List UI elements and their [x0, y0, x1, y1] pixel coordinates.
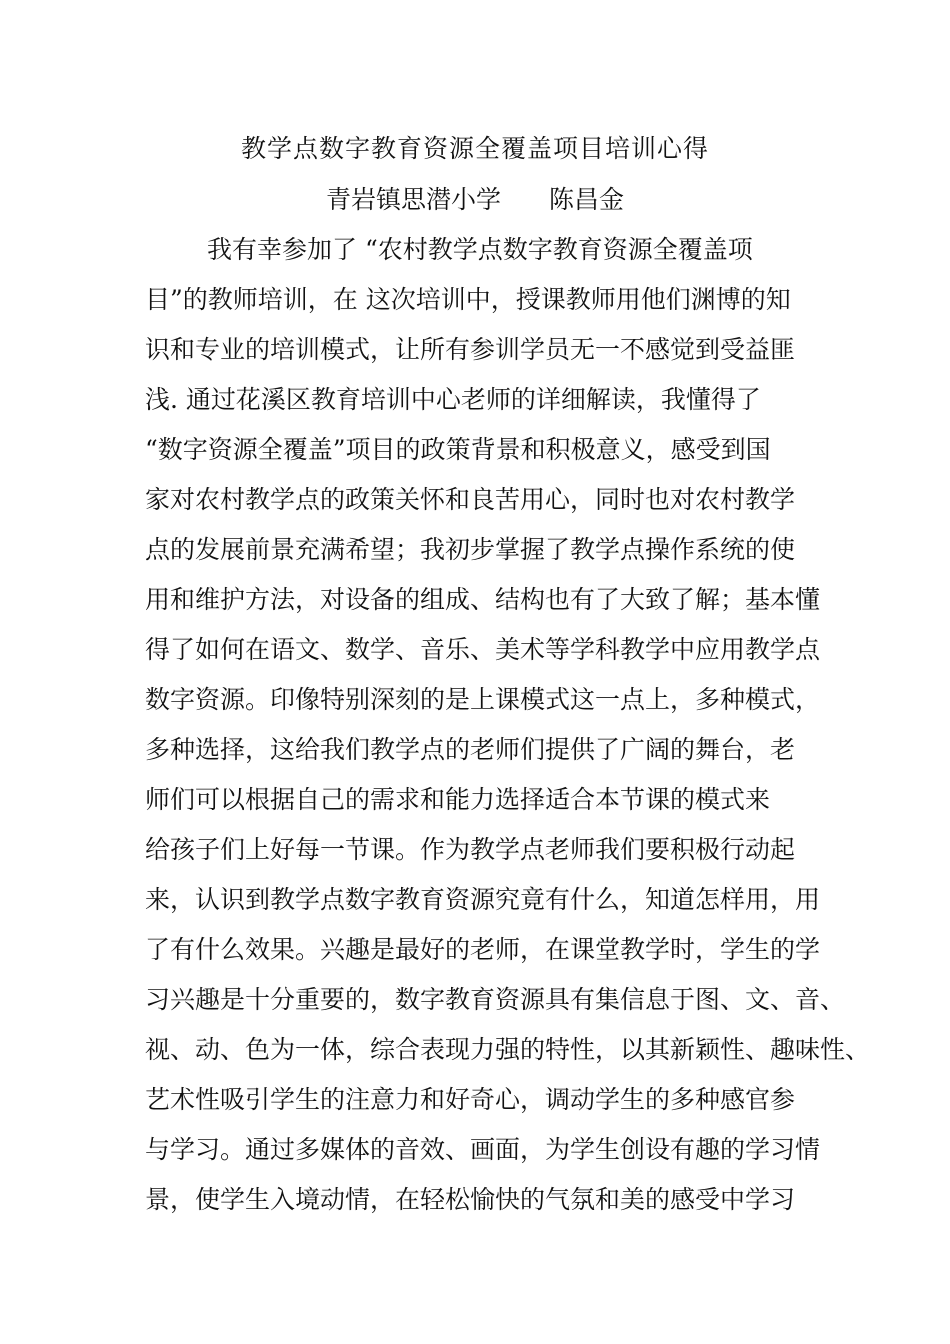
text-line: 师们可以根据自己的需求和能力选择适合本节课的模式来 — [145, 785, 771, 814]
text-line: 点的发展前景充满希望；我初步掌握了教学点操作系统的使 — [145, 535, 796, 564]
byline — [0, 183, 950, 217]
text-line: 艺术性吸引学生的注意力和好奇心，调动学生的多种感官参 — [145, 1085, 796, 1114]
text-line: 给孩子们上好每一节课。作为教学点老师我们要积极行动起 — [145, 835, 796, 864]
text-line: “数字资源全覆盖”项目的政策背景和积极意义，感受到国 — [145, 435, 771, 464]
author-name: 陈昌金 — [549, 185, 625, 214]
text-line: 浅. 通过花溪区教育培训中心老师的详细解读，我懂得了 — [145, 385, 761, 414]
text-line: 用和维护方法，对设备的组成、结构也有了大致了解；基本懂 — [145, 585, 821, 614]
text-line: 了有什么效果。兴趣是最好的老师，在课堂教学时，学生的学 — [145, 935, 821, 964]
text-line: 目”的教师培训，在 这次培训中，授课教师用他们渊博的知 — [145, 285, 791, 314]
text-line: 景，使学生入境动情，在轻松愉快的气氛和美的感受中学习 — [145, 1185, 796, 1214]
text-line: 习兴趣是十分重要的，数字教育资源具有集信息于图、文、音、 — [145, 985, 846, 1014]
text-line: 视、动、色为一体，综合表现力强的特性，以其新颖性、趣味性、 — [145, 1035, 871, 1064]
text-line: 来，认识到教学点数字教育资源究竟有什么，知道怎样用，用 — [145, 885, 821, 914]
text-line: 识和专业的培训模式，让所有参训学员无一不感觉到受益匪 — [145, 335, 796, 364]
text-line: 与学习。通过多媒体的音效、画面，为学生创设有趣的学习情 — [145, 1135, 821, 1164]
school-name: 青岩镇思潜小学 — [325, 185, 501, 214]
text-line: 数字资源。印像特别深刻的是上课模式这一点上，多种模式， — [145, 685, 821, 714]
document-title: 教学点数字教育资源全覆盖项目培训心得 — [240, 134, 709, 163]
text-line: 家对农村教学点的政策关怀和良苦用心，同时也对农村教学 — [145, 485, 796, 514]
text-line: 我有幸参加了 “农村教学点数字教育资源全覆盖项 — [207, 235, 753, 264]
text-line: 得了如何在语文、数学、音乐、美术等学科教学中应用教学点 — [145, 635, 821, 664]
text-line: 多种选择，这给我们教学点的老师们提供了广阔的舞台，老 — [145, 735, 796, 764]
